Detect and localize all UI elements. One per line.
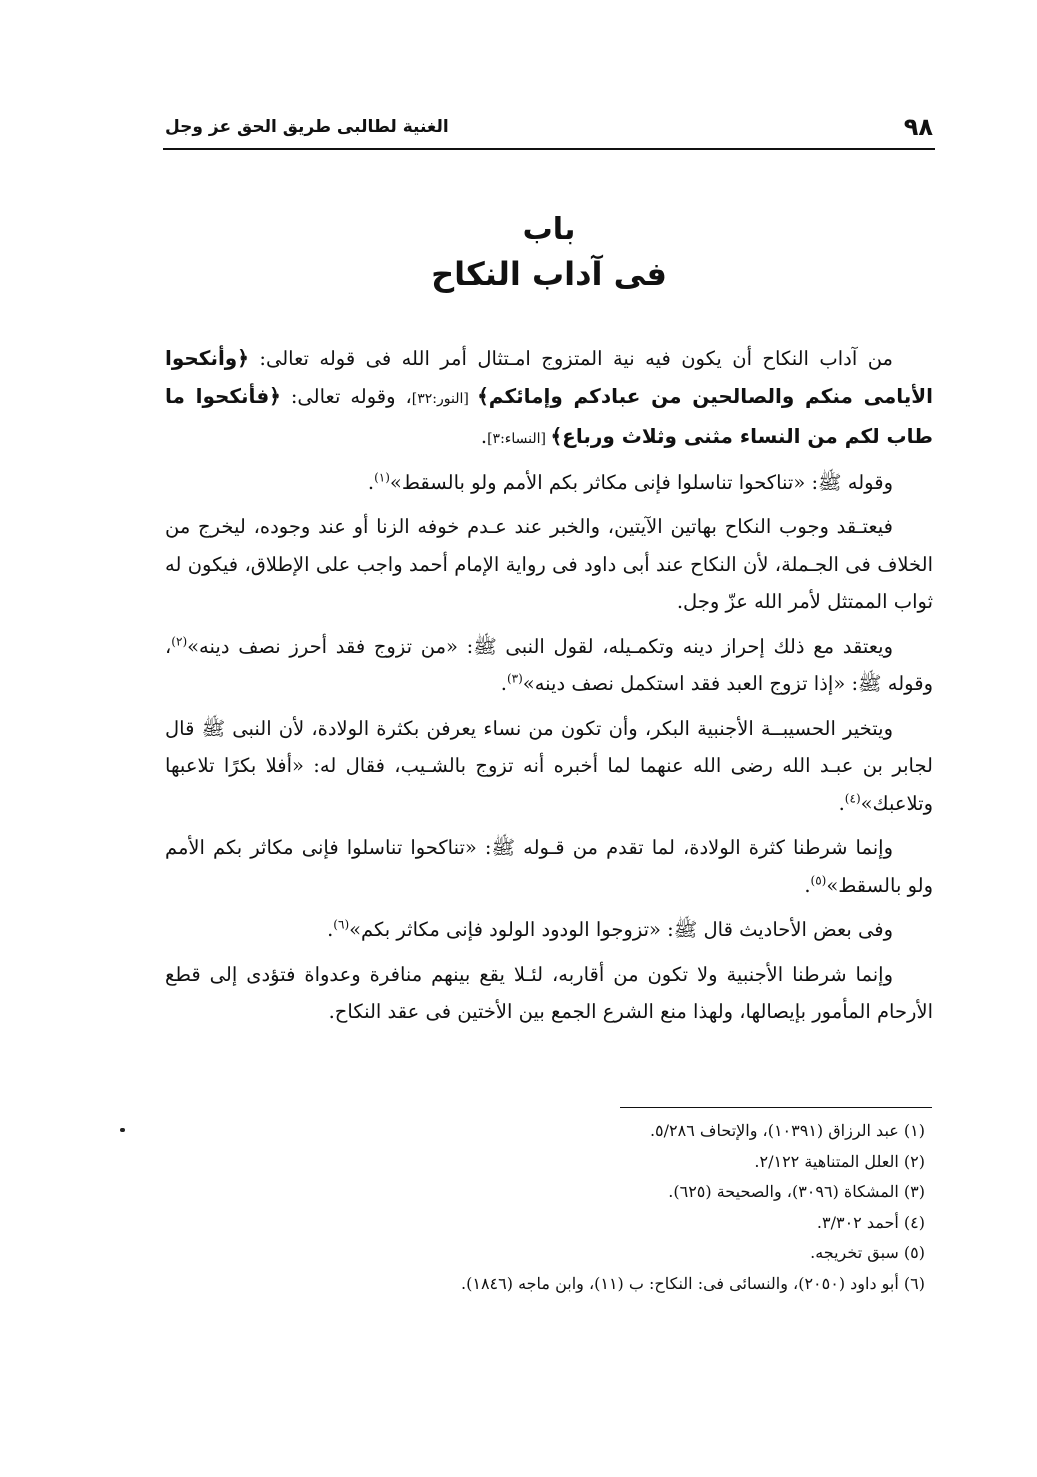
running-title: الغنية لطالبى طريق الحق عز وجل [165,117,449,137]
quran-verse: ﴿وأنكحوا الأيامى منكم والصالحين من عبادكم وإمائكم﴾ [165,346,933,408]
footnote-1: (١) عبد الرزاق (١٠٣٩١)، والإتحاف ٥/٢٨٦. [649,1121,925,1140]
paragraph-text: وقوله ﷺ: «تناكحوا تناسلوا فإنى مكاثر بكم الأمم ولو بالسقط» [389,470,893,494]
footnote-5: (٥) سبق تخريجه. [810,1243,925,1262]
footnotes [165,1116,925,1299]
paragraph-3 [165,508,933,621]
paragraph-8 [165,956,933,1031]
footnote-6: (٦) أبو داود (٢٠٥٠)، والنسائى فى: النكاح: ب (١١)، وابن ماجه (١٨٤٦). [461,1273,925,1293]
footnote-4: (٤) أحمد ٣/٣٠٢. [816,1212,925,1232]
paragraph-text: ويتخير الحسيبــة الأجنبية البكر، وأن تكون من نساء يعرفن بكثرة الولادة، لأن النبى ﷺ قال لجابر بن عبـد الله رضى الله عنهما لما أخبره أنه تزوج بالشـيب، فقال له: «أفلا بكرًا تلاعبها وتلاعبك» [165,716,933,815]
footnote-marker: (٦) [333,917,350,932]
page-number: ٩٨ [903,113,933,141]
chapter-label: باب [522,212,576,247]
quran-verse: ﴿فأنكحوا ما طاب لكم من النساء مثنى وثلاث ورباع﴾ [165,383,933,448]
header-divider [163,148,935,150]
footnote-2: (٢) العلل المتناهية ٢/١٢٢. [754,1151,925,1171]
footnote-marker: (٣) [506,671,523,686]
paragraph-4 [165,628,933,703]
verse-reference: [النساء:٣] [487,431,551,447]
paragraph-text: من آداب النكاح أن يكون فيه نية المتزوج امـتثال أمر الله فى قوله تعالى: [248,347,893,370]
paragraph-text: . [480,425,488,448]
footnote-marker: (٢) [171,634,188,648]
paragraph-text: . [367,470,375,494]
body-text [165,340,933,1038]
paragraph-text: فيعتـقد وجوب النكاح بهاتين الآيتين، والخبر عند عـدم خوفه الزنا أو عند وجوده، ليخرج من الخلاف فى الجـملة، لأن النكاح عند أبى داود فى رواية الإمام أحمد واجب على الإطلاق، فيكون له ثواب الممتثل لأمر الله عزّ وجل. [165,515,933,613]
paragraph-text: ، وقوله تعالى: [280,384,412,408]
paragraph-text: . [838,791,845,815]
page-header [165,112,933,152]
verse-reference: [النور:٣٢] [411,390,478,407]
footnote-marker: (١) [374,470,390,484]
footnote-divider [620,1107,932,1108]
paragraph-1 [165,340,933,459]
paragraph-text: ، وقوله ﷺ: «إذا تزوج العبد فقد استكمل نصف دينه» [165,634,933,695]
paragraph-text: . [804,873,811,897]
chapter-title: فى آداب النكاح [431,255,667,293]
paragraph-text: وإنما شرطنا الأجنبية ولا تكون من أقاربه، لئـلا يقع بينهم منافرة وعدواة فتؤدى إلى قطع الأرحام المأمور بإيصالها، ولهذا منع الشرع الجمع بين الأختين فى عقد النكاح. [165,962,933,1023]
paragraph-2 [165,464,933,502]
scan-speck [120,1128,125,1132]
paragraph-text: وفى بعض الأحاديث قال ﷺ: «تزوجوا الودود الولود فإنى مكاثر بكم» [349,918,893,941]
footnote-marker: (٤) [844,791,861,805]
paragraph-text: وإنما شرطنا كثرة الولادة، لما تقدم من قـوله ﷺ: «تناكحوا تناسلوا فإنى مكاثر بكم الأمم ولو بالسقط» [165,836,933,897]
paragraph-text: . [500,672,507,695]
paragraph-text: ويعتقد مع ذلك إحراز دينه وتكمـيله، لقول النبى ﷺ: «من تزوج فقد أحرز نصف دينه» [187,634,893,658]
paragraph-7 [165,911,933,949]
paragraph-6 [165,829,933,904]
footnote-marker: (٥) [810,873,827,887]
paragraph-5 [165,710,933,823]
footnote-3: (٣) المشكاة (٣٠٩٦)، والصحيحة (٦٢٥). [668,1182,925,1201]
paragraph-text: . [327,918,334,941]
